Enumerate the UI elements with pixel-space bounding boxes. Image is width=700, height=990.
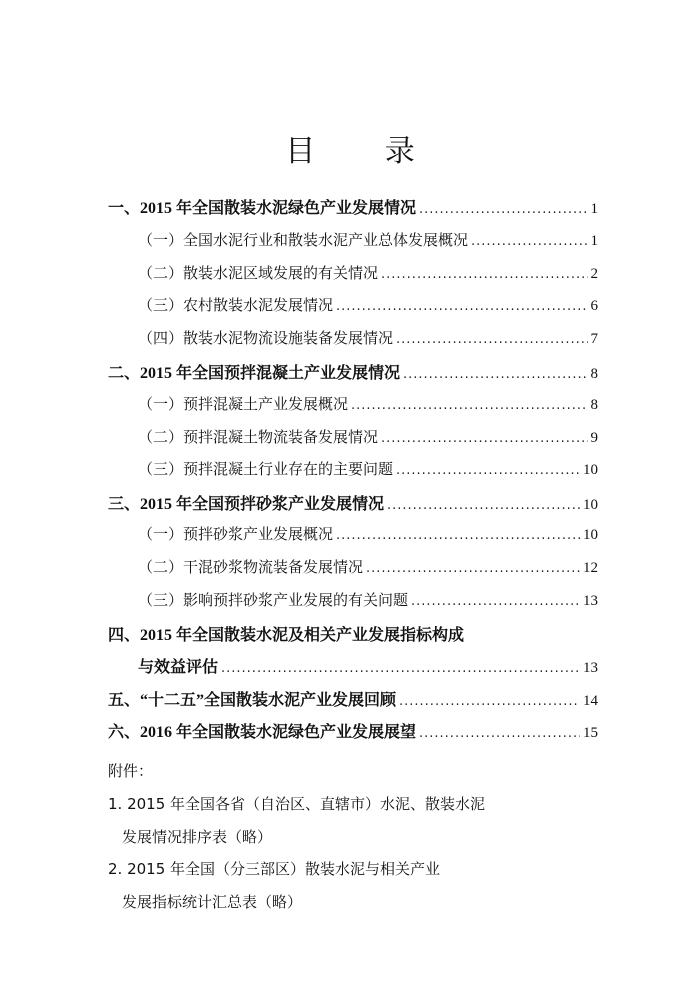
toc-entry-2-2[interactable] xyxy=(138,426,598,447)
toc-page-number: 1 xyxy=(590,233,598,249)
dot-leader xyxy=(411,594,580,609)
toc-page-number: 10 xyxy=(583,497,598,513)
toc-entry-4-line1[interactable]: 四、2015 年全国散装水泥及相关产业发展指标构成 xyxy=(108,627,465,644)
toc-entry-label: （一）全国水泥行业和散装水泥产业总体发展概况 xyxy=(138,231,469,249)
toc-entry-label: （三）预拌混凝土行业存在的主要问题 xyxy=(138,460,394,478)
toc-page-number: 10 xyxy=(583,462,598,478)
dot-leader xyxy=(419,726,580,741)
toc-entry-3-3[interactable] xyxy=(138,589,598,610)
dot-leader xyxy=(387,498,580,513)
toc-entry-3-2[interactable] xyxy=(138,556,598,577)
attachments-heading: 附件： xyxy=(108,762,154,780)
toc-page-number: 6 xyxy=(590,298,598,314)
toc-entry-3-1[interactable] xyxy=(138,523,598,544)
toc-entry-2-3[interactable] xyxy=(138,458,598,479)
toc-entry-2-1[interactable] xyxy=(138,393,598,414)
toc-entry-label: 三、2015 年全国预拌砂浆产业发展情况 xyxy=(108,496,385,513)
toc-entry-4[interactable] xyxy=(138,654,598,677)
toc-entry-1[interactable] xyxy=(108,195,598,218)
dot-leader xyxy=(396,332,587,347)
dot-leader xyxy=(336,528,580,543)
toc-page-number: 13 xyxy=(583,593,598,609)
dot-leader xyxy=(471,234,587,249)
toc-entry-1-2[interactable] xyxy=(138,262,598,283)
toc-page-number: 12 xyxy=(583,560,598,576)
dot-leader xyxy=(336,299,587,314)
toc-entry-label: （一）预拌砂浆产业发展概况 xyxy=(138,525,334,543)
toc-page-number: 1 xyxy=(590,201,598,217)
toc-page-number: 7 xyxy=(590,331,598,347)
page-title: 目 录 xyxy=(285,134,445,169)
dot-leader xyxy=(403,367,587,382)
toc-page-number: 8 xyxy=(590,366,598,382)
toc-entry-label: （二）散装水泥区域发展的有关情况 xyxy=(138,264,379,282)
toc-page-number: 10 xyxy=(583,527,598,543)
dot-leader xyxy=(381,431,587,446)
dot-leader xyxy=(366,561,580,576)
toc-entry-label: （二）预拌混凝土物流装备发展情况 xyxy=(138,428,379,446)
toc-entry-3[interactable] xyxy=(108,491,598,514)
toc-entry-label: （一）预拌混凝土产业发展概况 xyxy=(138,395,349,413)
toc-page-number: 15 xyxy=(583,725,598,741)
toc-entry-label: 六、2016 年全国散装水泥绿色产业发展展望 xyxy=(108,724,417,741)
toc-entry-5[interactable] xyxy=(108,687,598,710)
dot-leader xyxy=(221,661,580,676)
toc-entry-1-3[interactable] xyxy=(138,294,598,315)
attachment-2-line2: 发展指标统计汇总表（略） xyxy=(122,893,303,911)
toc-entry-label: 与效益评估 xyxy=(138,659,219,676)
dot-leader xyxy=(419,202,587,217)
toc-page-number: 14 xyxy=(583,693,598,709)
toc-entry-label: （二）干混砂浆物流装备发展情况 xyxy=(138,558,364,576)
dot-leader xyxy=(399,694,580,709)
attachment-2-line1[interactable]: 2. 2015 年全国（分三部区）散装水泥与相关产业 xyxy=(108,860,441,878)
attachment-1-line2: 发展情况排序表（略） xyxy=(122,828,273,846)
toc-entry-2[interactable] xyxy=(108,360,598,383)
toc-entry-6[interactable] xyxy=(108,719,598,742)
toc-entry-1-1[interactable] xyxy=(138,229,598,250)
toc-entry-label: 一、2015 年全国散装水泥绿色产业发展情况 xyxy=(108,200,417,217)
toc-entry-label: 五、“十二五”全国散装水泥产业发展回顾 xyxy=(108,692,397,709)
toc-page-number: 9 xyxy=(590,430,598,446)
toc-page-number: 2 xyxy=(590,266,598,282)
dot-leader xyxy=(381,267,587,282)
toc-page-number: 13 xyxy=(583,660,598,676)
toc-entry-1-4[interactable] xyxy=(138,327,598,348)
toc-entry-label: 二、2015 年全国预拌混凝土产业发展情况 xyxy=(108,365,401,382)
dot-leader xyxy=(351,398,587,413)
toc-entry-label: （三）农村散装水泥发展情况 xyxy=(138,296,334,314)
dot-leader xyxy=(396,463,580,478)
toc-entry-label: （四）散装水泥物流设施装备发展情况 xyxy=(138,329,394,347)
attachment-1-line1[interactable]: 1. 2015 年全国各省（自治区、直辖市）水泥、散装水泥 xyxy=(108,795,486,813)
toc-page-number: 8 xyxy=(590,397,598,413)
toc-entry-label: （三）影响预拌砂浆产业发展的有关问题 xyxy=(138,591,409,609)
